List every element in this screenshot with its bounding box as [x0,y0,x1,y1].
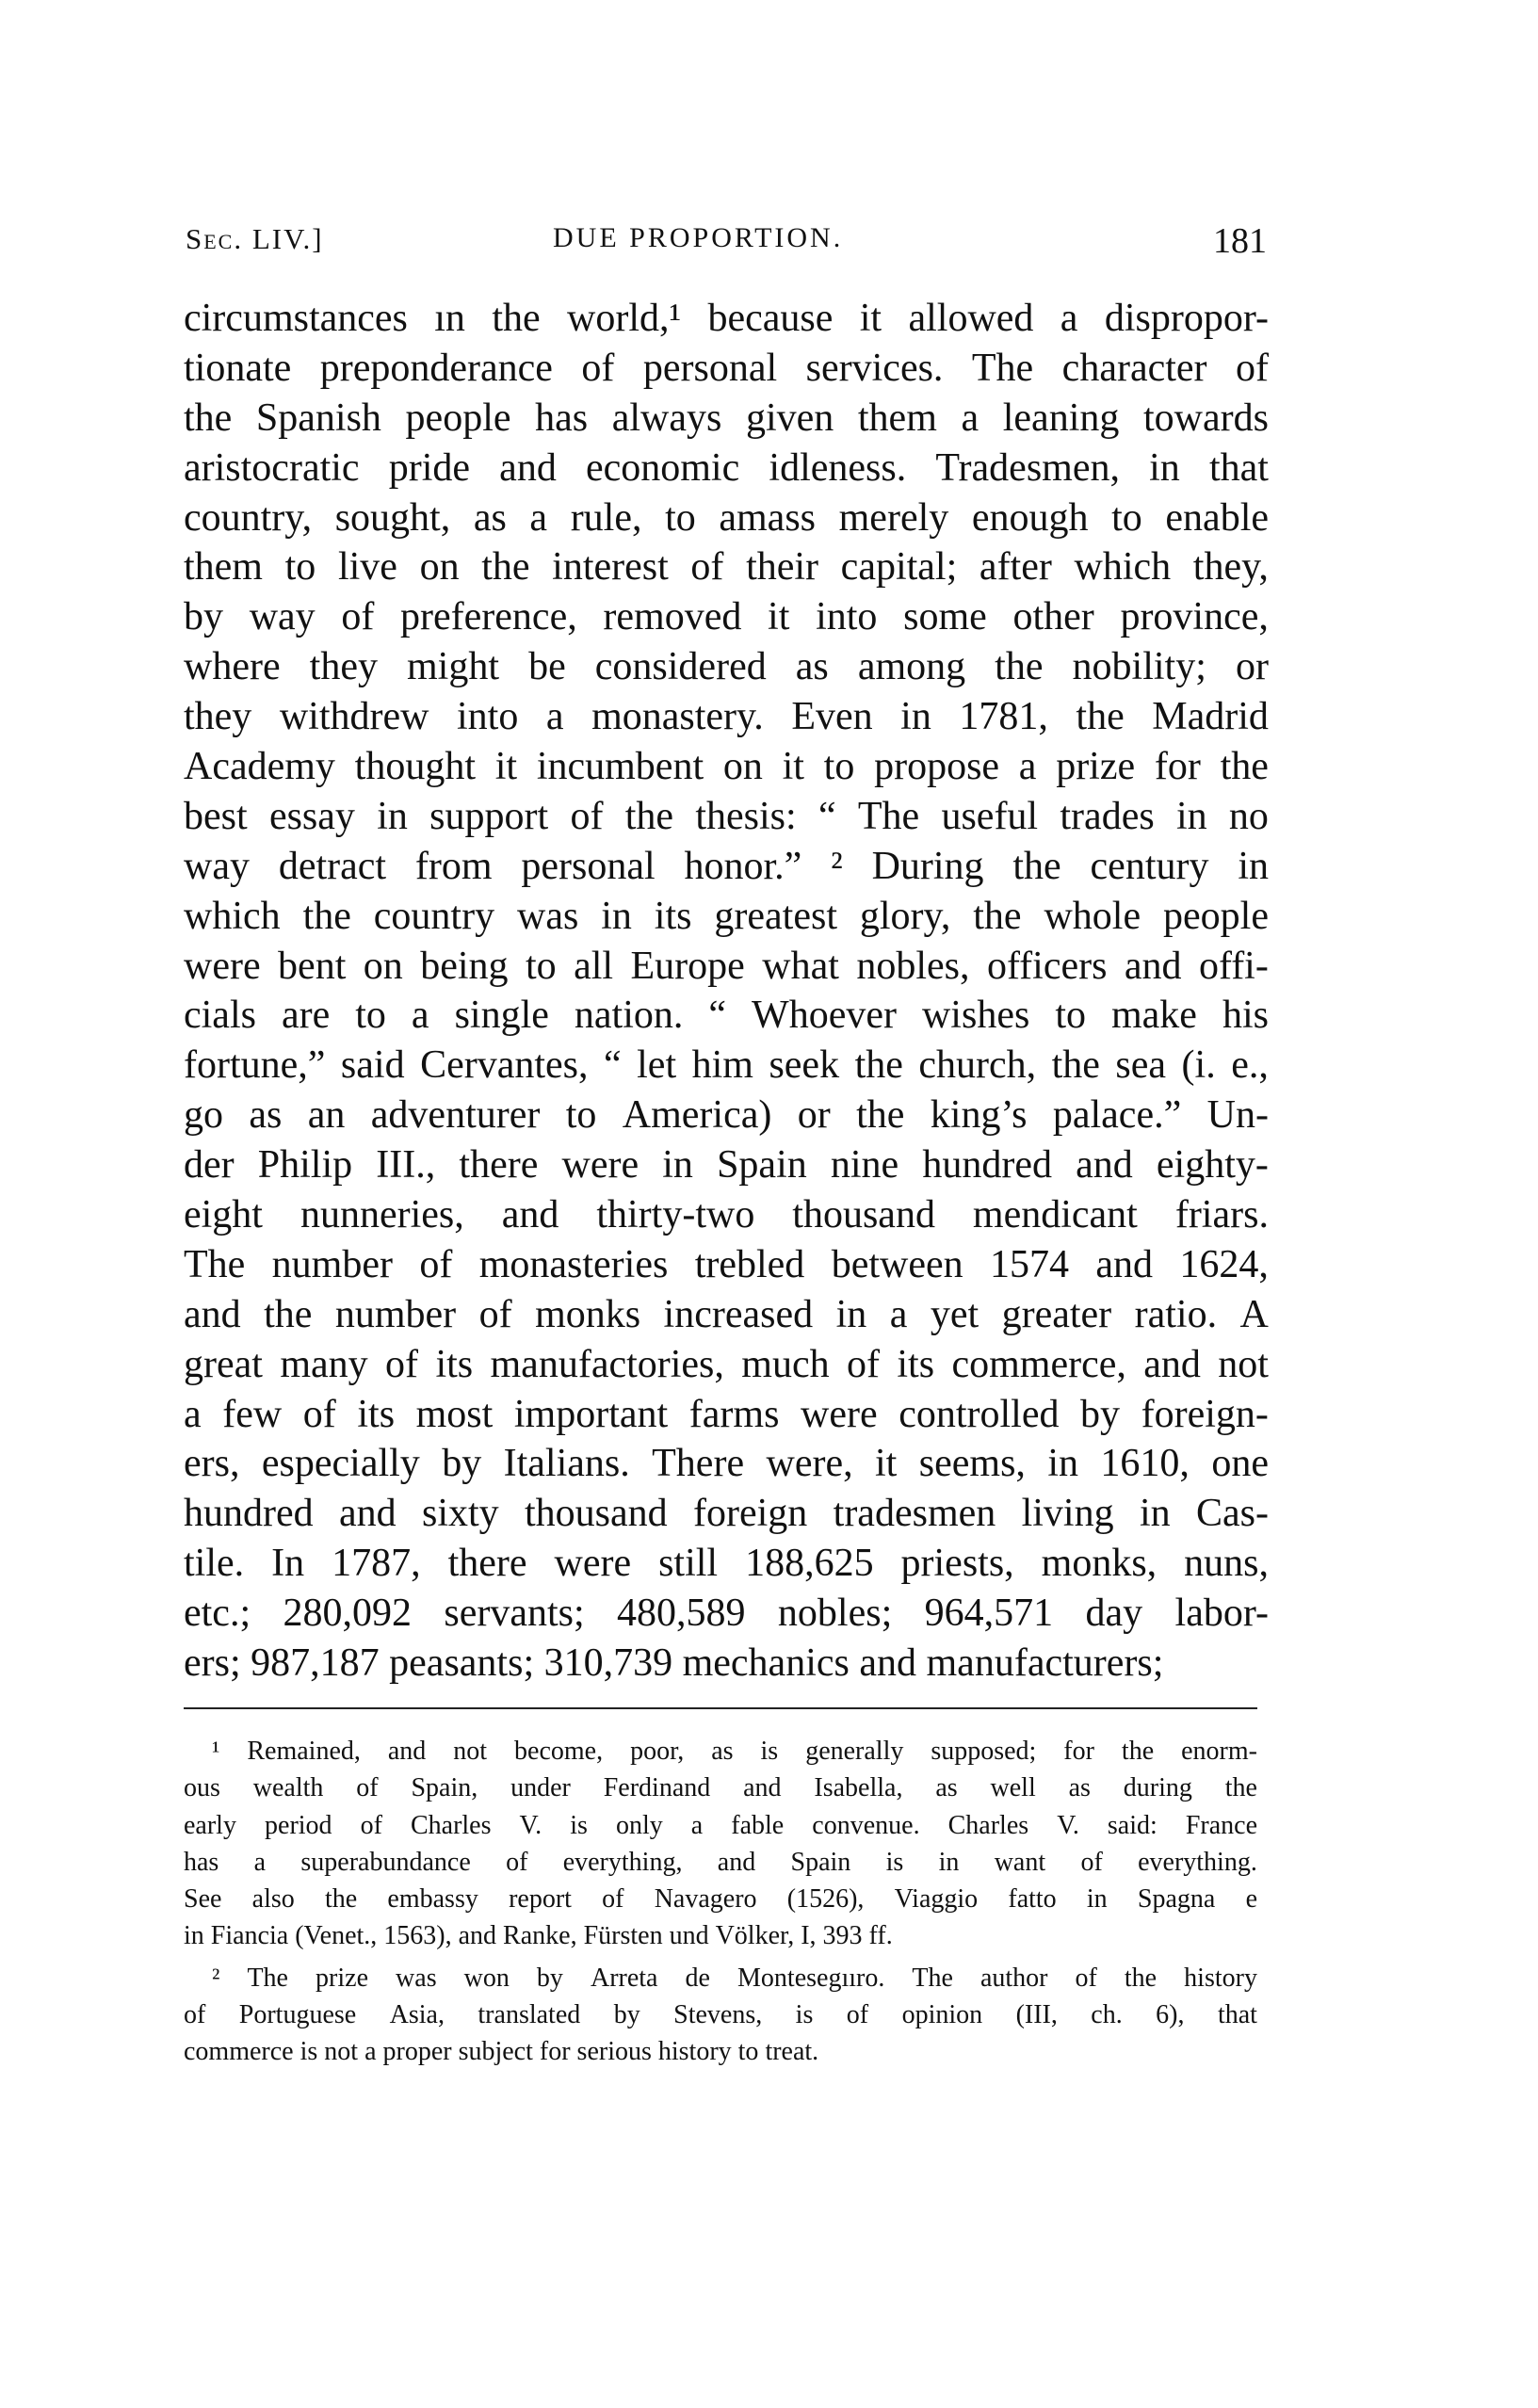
text-line: circumstances ın the world,¹ because it allowed a dispropor- [184,297,1269,340]
text-line: eight nunneries, and thirty-two thousand mendicant friars. [184,1193,1269,1237]
footnote-line: early period of Charles V. is only a fable convenue. Charles V. said: France [184,1810,1257,1840]
footnote-line: ¹ Remained, and not become, poor, as is generally supposed; for the enorm- [212,1737,1257,1766]
text-line: ers; 987,187 peasants; 310,739 mechanics and manufacturers; [184,1641,1164,1686]
text-line: them to live on the interest of their capital; after which they, [184,545,1269,590]
running-header [186,217,1267,264]
footnote-line: of Portuguese Asia, translated by Stevens, is of opinion (III, ch. 6), that [184,2000,1257,2030]
text-line: best essay in support of the thesis: “ The useful trades in no [184,794,1269,838]
text-line: the Spanish people has always given them a leaning towards [184,396,1269,440]
main-text-block [184,294,1269,1689]
running-title: DUE PROPORTION. [553,222,844,253]
text-line: hundred and sixty thousand foreign tradesmen living in Cas- [184,1492,1269,1536]
footnote-rule [184,1707,1257,1709]
footnote-line: ous wealth of Spain, under Ferdinand and Isabella, as well as during the [184,1773,1257,1803]
text-line: der Philip III., there were in Spain nine hundred and eighty- [184,1143,1269,1188]
footnote-line: See also the embassy report of Navagero (1526), Viaggio fatto in Spagna e [184,1884,1257,1915]
text-line: where they might be considered as among the nobility; or [184,645,1269,689]
text-line: tile. In 1787, there were still 188,625 priests, monks, nuns, [184,1542,1269,1586]
text-line: they withdrew into a monastery. Even in 1781, the Madrid [184,695,1269,739]
footnote-line: commerce is not a proper subject for serious history to treat. [184,2037,819,2067]
text-line: Academy thought it incumbent on it to propose a prize for the [184,745,1269,789]
text-line: and the number of monks increased in a yet greater ratio. A [184,1292,1269,1336]
text-line: The number of monasteries trebled between 1574 and 1624, [184,1242,1269,1286]
text-line: etc.; 280,092 servants; 480,589 nobles; 964,571 day labor- [184,1592,1269,1636]
footnote-line: in Fiancia (Venet., 1563), and Ranke, Fürsten und Völker, I, 393 ff. [184,1921,893,1951]
page-number: 181 [1213,221,1267,261]
text-line: way detract from personal honor.” ² During the century in [184,844,1269,888]
text-line: which the country was in its greatest glory, the whole people [184,894,1269,938]
footnote-line: ² The prize was won by Arreta de Montesegııro. The author of the history [212,1963,1257,1993]
text-line: country, sought, as a rule, to amass merely enough to enable [184,495,1269,540]
section-label: Sec. LIV.] [186,222,324,255]
text-line: great many of its manufactories, much of its commerce, and not [184,1342,1269,1386]
text-line: go as an adventurer to America) or the king’s palace.” Un- [184,1093,1269,1138]
footnote-line: has a superabundance of everything, and Spain is in want of everything. [184,1847,1257,1877]
text-line: aristocratic pride and economic idleness. Tradesmen, in that [184,445,1269,490]
text-line: by way of preference, removed it into some other province, [184,595,1269,639]
text-line: cials are to a single nation. “ Whoever wishes to make his [184,994,1269,1038]
text-line: fortune,” said Cervantes, “ let him seek the church, the sea (i. e., [184,1043,1269,1088]
text-line: ers, especially by Italians. There were, it seems, in 1610, one [184,1442,1269,1486]
text-line: tionate preponderance of personal services. The character of [184,346,1269,390]
text-line: a few of its most important farms were controlled by foreign- [184,1392,1269,1436]
text-line: were bent on being to all Europe what nobles, officers and offi- [184,944,1269,988]
footnotes-block [184,1733,1257,2071]
